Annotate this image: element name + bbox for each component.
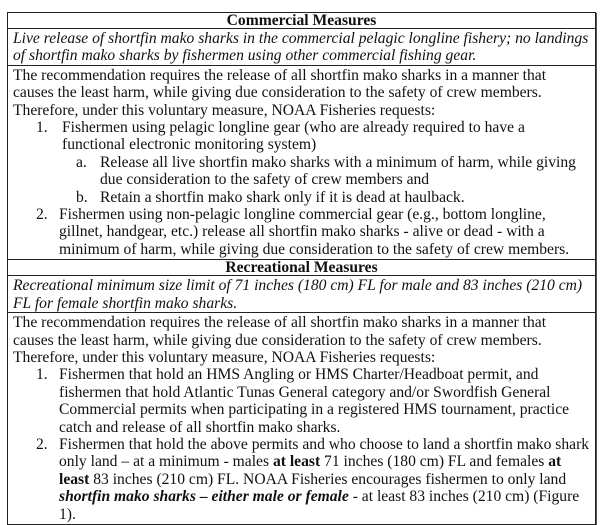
recreational-header: Recreational Measures bbox=[8, 260, 595, 276]
commercial-summary: Live release of shortfin mako sharks in the commercial pelagic longline fishery; no landings of shortfin mako sharks by fishermen using other commercial fishing gear. bbox=[8, 29, 595, 66]
text-run: 83 inches (210 cm) FL. NOAA Fisheries encourages fishermen to only land bbox=[89, 470, 567, 488]
list-item-text: Fishermen using pelagic longline gear (who are already required to have a functional electronic monitoring system) bbox=[62, 119, 525, 154]
list-marker: 2. bbox=[36, 435, 48, 453]
list-marker: 1. bbox=[36, 366, 48, 384]
measures-table bbox=[7, 12, 596, 525]
text-run: 71 inches (180 cm) FL and females bbox=[320, 453, 549, 471]
recreational-intro: The recommendation requires the release of all shortfin mako sharks in a manner that causes the least harm, while giving due consideration to the safety of crew members. Therefore, under this voluntary measure, NOAA Fisheries requests: bbox=[13, 314, 547, 366]
commercial-item-1 bbox=[13, 119, 590, 154]
list-marker: 1. bbox=[36, 119, 48, 137]
list-marker: a. bbox=[76, 153, 87, 171]
list-item-text: Fishermen that hold an HMS Angling or HMS Charter/Headboat permit, and fishermen that hold Atlantic Tunas General category and/or Swordfish General Commercial permits when participating in a registered HMS tournament, practice catch and release of all shortfin mako sharks. bbox=[59, 366, 570, 436]
commercial-body bbox=[8, 66, 595, 260]
commercial-header: Commercial Measures bbox=[8, 13, 595, 29]
recreational-body bbox=[8, 313, 595, 524]
list-item-text: Release all live shortfin mako sharks with a minimum of harm, while giving due consideration to the safety of crew members and bbox=[100, 153, 576, 189]
recreational-item-1 bbox=[13, 366, 590, 436]
text-run: - at least 83 inches (210 cm) (Figure 1). bbox=[59, 488, 580, 523]
list-item-text: Retain a shortfin mako shark only if it is dead at haulback. bbox=[100, 188, 465, 206]
recreational-item-2 bbox=[13, 436, 590, 523]
list-item-text: Fishermen using non-pelagic longline commercial gear (e.g., bottom longline, gillnet, handgear, etc.) release all shortfin mako sharks - alive or dead - with a minimum of harm, while giving due consideration to the safety of crew members. bbox=[59, 206, 570, 258]
bold-italic-emphasis: shortfin mako sharks – either male or female bbox=[59, 488, 349, 506]
recreational-summary: Recreational minimum size limit of 71 inches (180 cm) FL for male and 83 inches (210 cm) FL for female shortfin mako sharks. bbox=[8, 276, 595, 313]
commercial-subitem-b bbox=[13, 189, 590, 206]
commercial-item-2 bbox=[13, 206, 590, 258]
bold-emphasis: at least bbox=[59, 453, 562, 488]
text-run: Fishermen that hold the above permits and who choose to land a shortfin mako shark only land – at a minimum - males bbox=[59, 435, 590, 471]
list-marker: 2. bbox=[36, 206, 48, 224]
list-item-text bbox=[59, 436, 589, 523]
bold-emphasis: at least bbox=[272, 453, 321, 471]
list-marker: b. bbox=[76, 188, 88, 206]
commercial-subitem-a bbox=[13, 154, 590, 189]
commercial-intro: The recommendation requires the release of all shortfin mako sharks in a manner that causes the least harm, while giving due consideration to the safety of crew members. Therefore, under this voluntary measure, NOAA Fisheries requests: bbox=[13, 66, 547, 119]
